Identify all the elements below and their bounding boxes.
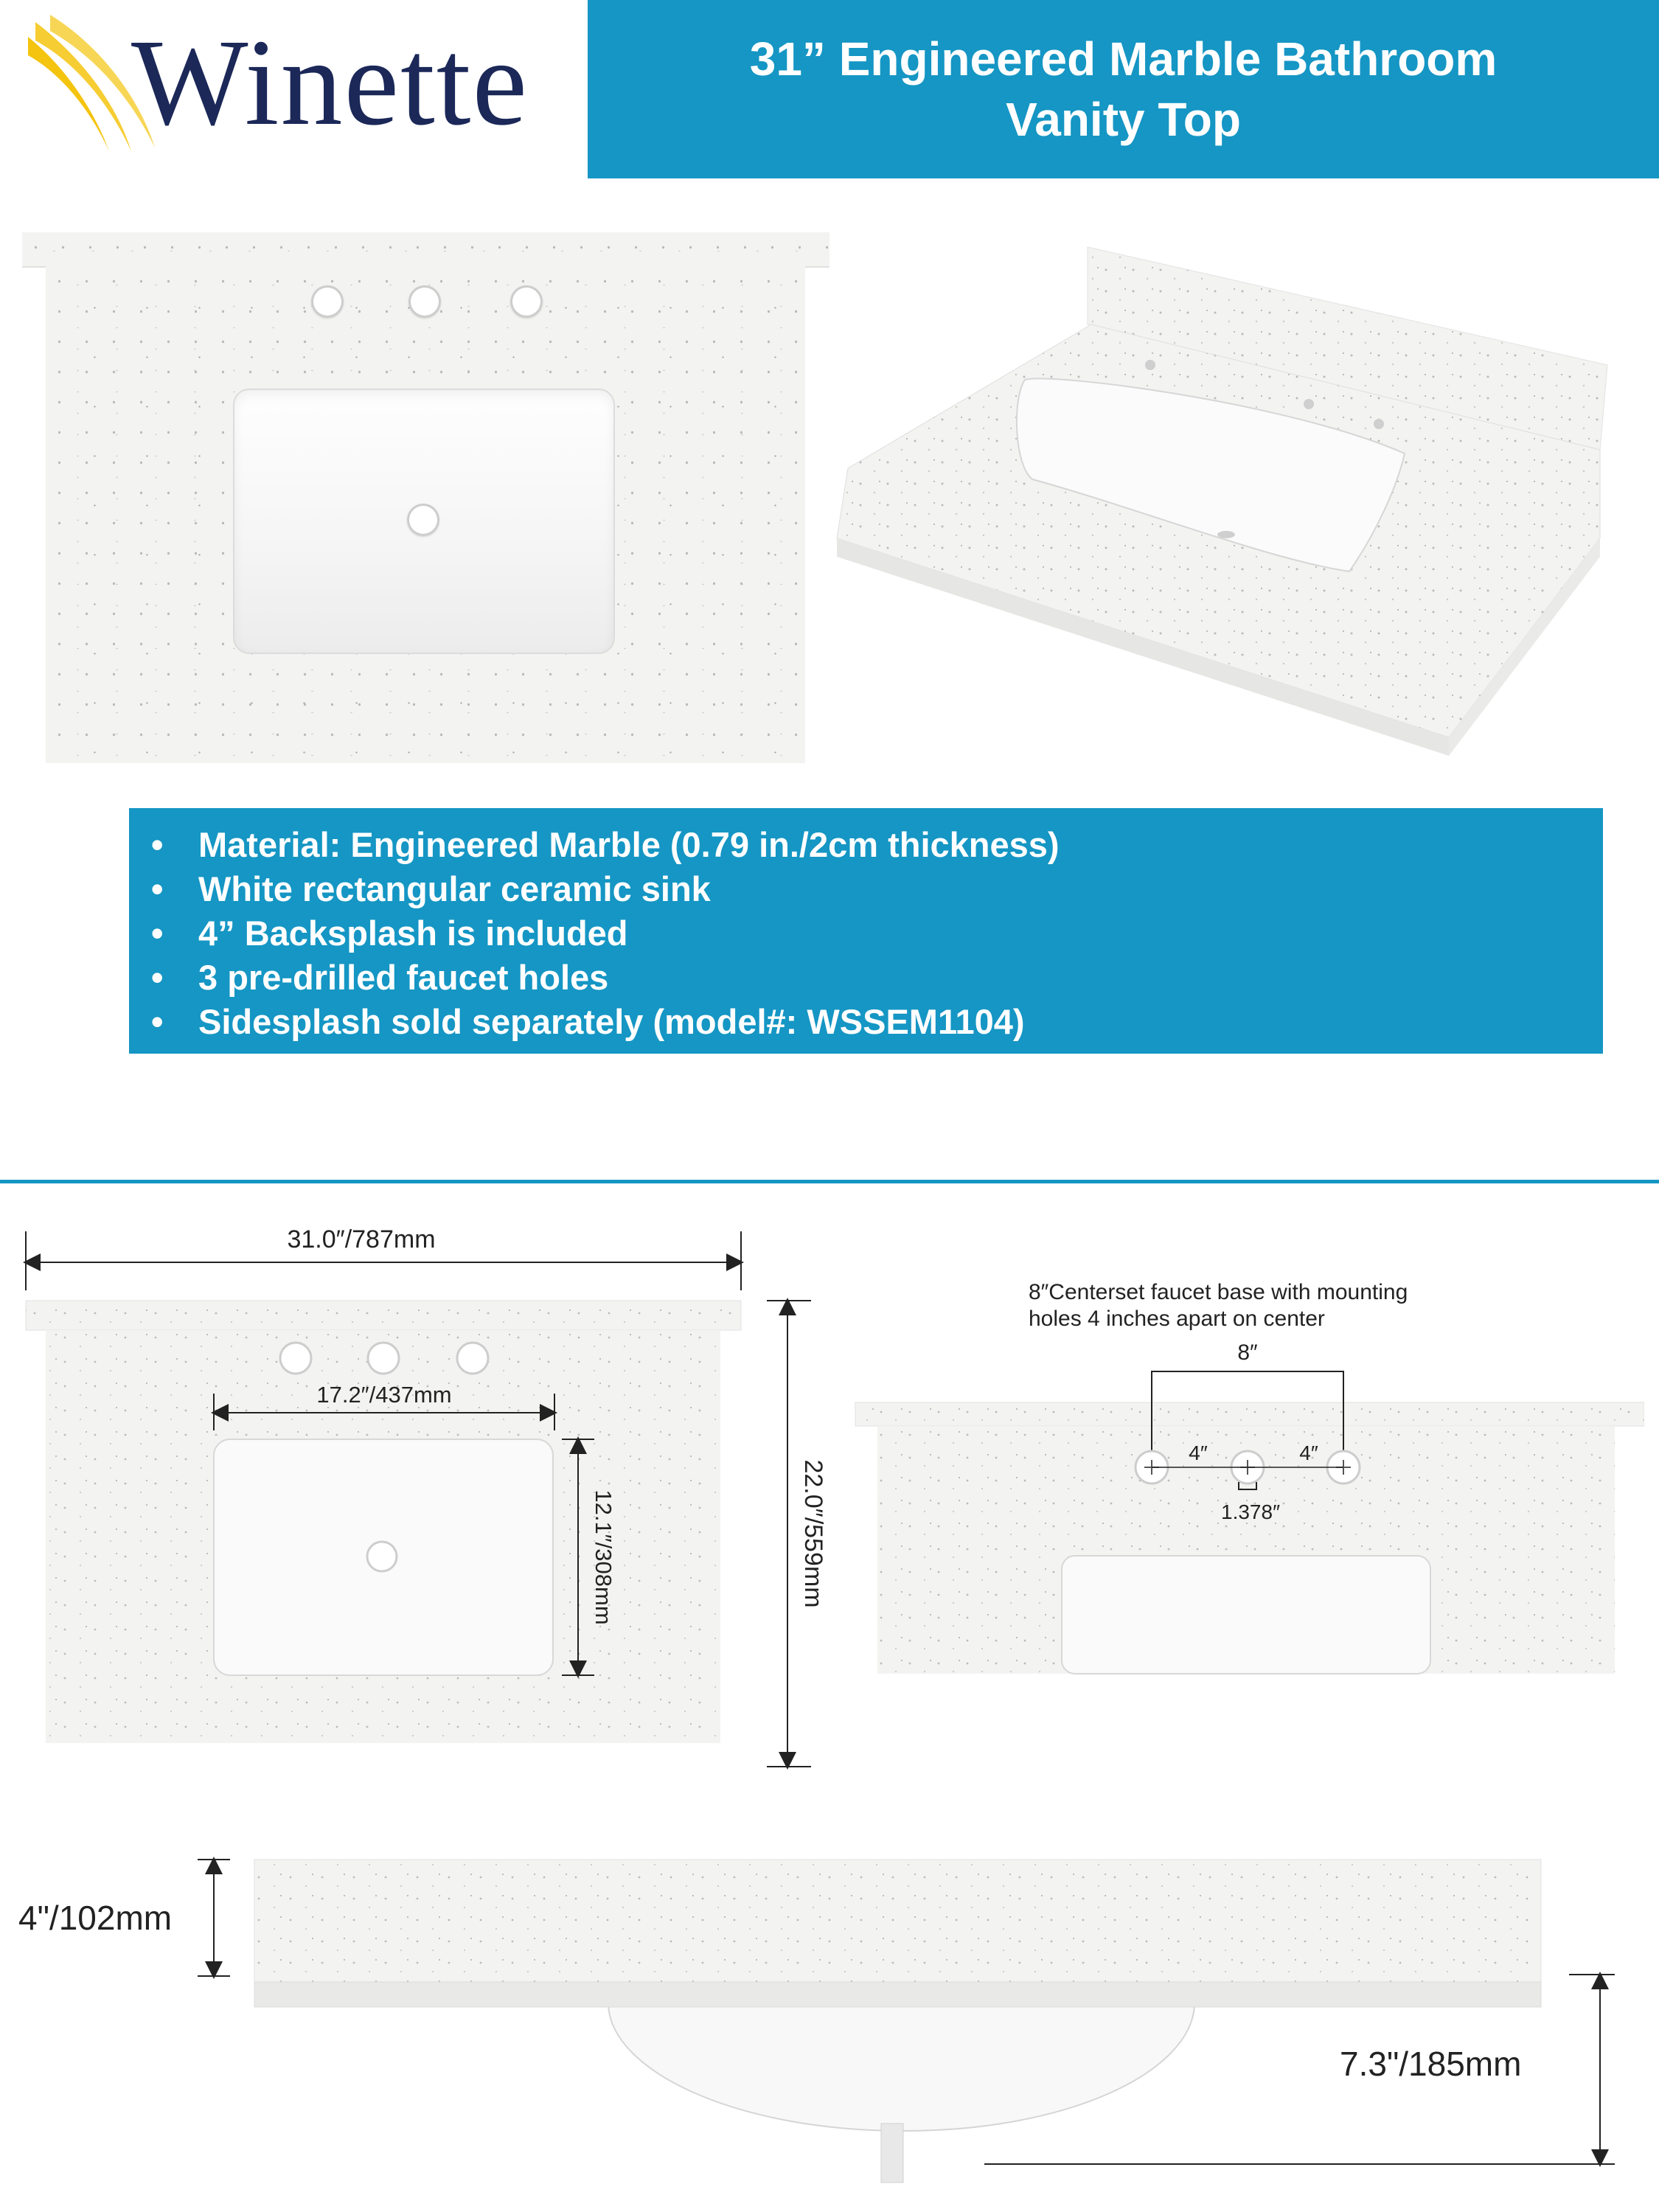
page-title-line2: Vanity Top	[1006, 93, 1241, 146]
bullet: •	[151, 914, 164, 953]
logo-area	[0, 0, 590, 178]
faucet-note-line1: 8″Centerset faucet base with mounting	[1029, 1280, 1408, 1304]
faucet-span-label: 8″	[1237, 1340, 1258, 1365]
backsplash-height-label: 4"/102mm	[18, 1899, 173, 1937]
product-top-view	[22, 232, 833, 763]
width-label: 31.0″/787mm	[287, 1225, 436, 1253]
page-header	[588, 0, 1659, 178]
feature-item: • 4” Backsplash is included	[151, 911, 1603, 956]
features-list	[129, 808, 1603, 1054]
faucet-note-line2: holes 4 inches apart on center	[1029, 1307, 1325, 1331]
sink-width-label: 17.2″/437mm	[316, 1382, 452, 1408]
faucet-hole	[510, 285, 543, 318]
page-title-line1: 31” Engineered Marble Bathroom	[749, 32, 1498, 86]
section-divider	[0, 1180, 1659, 1183]
product-perspective-view	[830, 243, 1641, 759]
hole-diameter-label: 1.378″	[1221, 1500, 1280, 1523]
sink-depth-label: 12.1″/308mm	[591, 1489, 616, 1625]
bullet: •	[151, 825, 164, 864]
faucet-left-label: 4″	[1189, 1441, 1208, 1464]
sink-drop-label: 7.3"/185mm	[1340, 2045, 1522, 2083]
brand-logo: Winette	[131, 14, 529, 151]
bullet: •	[151, 1002, 164, 1041]
feature-item: • White rectangular ceramic sink	[151, 867, 1603, 911]
feature-item: • Material: Engineered Marble (0.79 in./2cm thickness)	[151, 823, 1603, 867]
faucet-right-label: 4″	[1299, 1441, 1318, 1464]
faucet-hole	[311, 285, 344, 318]
bullet: •	[151, 869, 164, 908]
feature-item: • 3 pre-drilled faucet holes	[151, 956, 1603, 1000]
bullet: •	[151, 958, 164, 997]
dimension-top-view	[0, 1209, 848, 1784]
faucet-hole	[408, 285, 441, 318]
feature-item: • Sidesplash sold separately (model#: WSSEM1104)	[151, 1000, 1603, 1044]
faucet-detail-view	[848, 1268, 1644, 1681]
depth-label: 22.0″/559mm	[799, 1459, 827, 1608]
side-view	[0, 1829, 1659, 2212]
backsplash	[22, 232, 830, 268]
drain-hole	[407, 504, 439, 536]
